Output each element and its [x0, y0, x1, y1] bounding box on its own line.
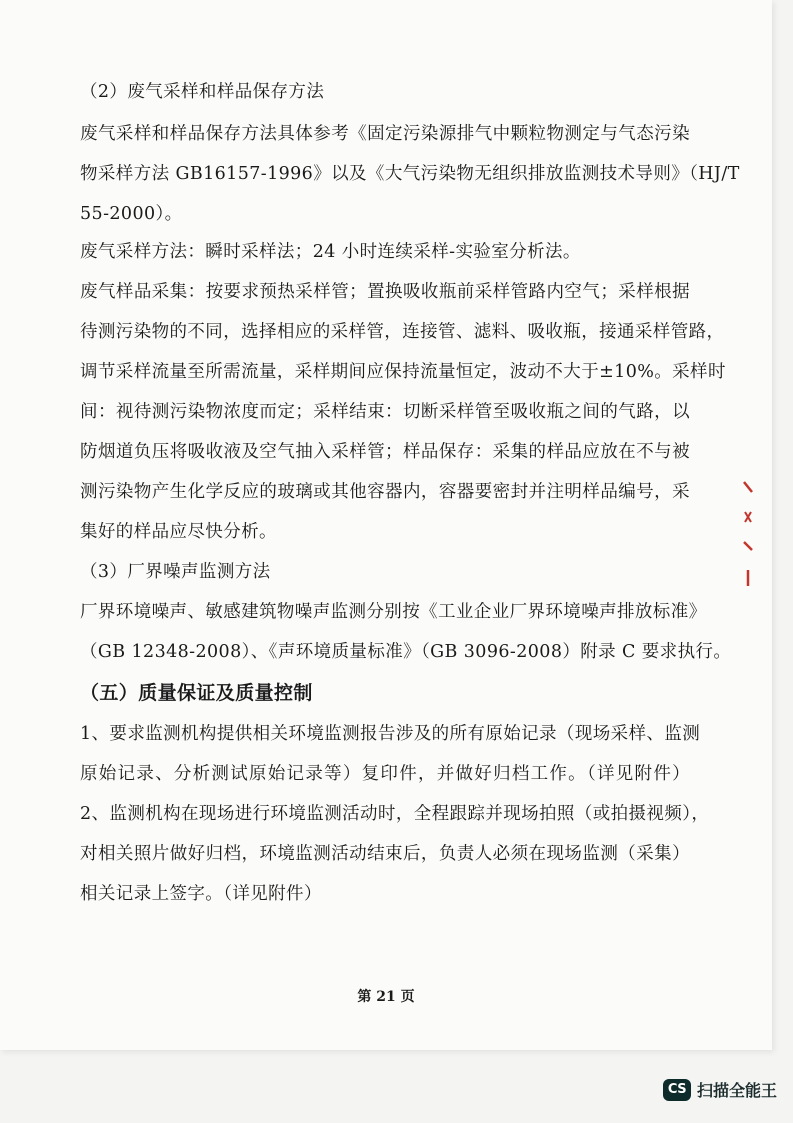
paragraph-line: 间：视待测污染物浓度而定；采样结束：切断采样管至吸收瓶之间的气路，以	[80, 402, 690, 422]
paragraph-line: 55-2000）。	[80, 204, 183, 224]
paragraph-line: 对相关照片做好归档，环境监测活动结束后，负责人必须在现场监测（采集）	[80, 844, 690, 864]
watermark-text: 扫描全能王	[696, 1081, 777, 1100]
scanner-watermark	[663, 1078, 777, 1101]
red-stamp-edge-mark	[742, 478, 754, 590]
paragraph-line: 1、要求监测机构提供相关环境监测报告涉及的所有原始记录（现场采样、监测	[80, 724, 701, 744]
camscanner-logo-icon: CS	[663, 1079, 691, 1101]
paragraph-line: 2、监测机构在现场进行环境监测活动时，全程跟踪并现场拍照（或拍摄视频），	[80, 804, 710, 824]
paragraph-line: 废气采样方法：瞬时采样法；24 小时连续采样-实验室分析法。	[80, 242, 581, 262]
paragraph-line: 原始记录、分析测试原始记录等）复印件，并做好归档工作。（详见附件）	[80, 764, 690, 784]
subsection-title-noise: （3）厂界噪声监测方法	[80, 562, 271, 582]
paragraph-line: 测污染物产生化学反应的玻璃或其他容器内，容器要密封并注明样品编号，采	[80, 482, 690, 502]
paragraph-line: 防烟道负压将吸收液及空气抽入采样管；样品保存：采集的样品应放在不与被	[80, 442, 690, 462]
paragraph-line: 相关记录上签字。（详见附件）	[80, 884, 322, 904]
paragraph-line: 废气采样和样品保存方法具体参考《固定污染源排气中颗粒物测定与气态污染	[80, 124, 690, 144]
page-number: 第 21 页	[357, 989, 415, 1005]
subsection-title-exhaust-sampling: （2）废气采样和样品保存方法	[80, 82, 325, 102]
paragraph-line: 厂界环境噪声、敏感建筑物噪声监测分别按《工业企业厂界环境噪声排放标准》	[80, 602, 707, 622]
paragraph-line: 物采样方法 GB16157-1996》以及《大气污染物无组织排放监测技术导则》（HJ/T	[80, 164, 740, 184]
paragraph-line: 废气样品采集：按要求预热采样管；置换吸收瓶前采样管路内空气；采样根据	[80, 282, 690, 302]
section-title-quality-assurance: （五）质量保证及质量控制	[80, 682, 313, 704]
paragraph-line: 集好的样品应尽快分析。	[80, 522, 277, 542]
paragraph-line: 待测污染物的不同，选择相应的采样管，连接管、滤料、吸收瓶，接通采样管路，	[80, 322, 725, 342]
paragraph-line: （GB 12348-2008）、《声环境质量标准》（GB 3096-2008）附录 C 要求执行。	[80, 642, 732, 662]
paragraph-line: 调节采样流量至所需流量，采样期间应保持流量恒定，波动不大于±10%。采样时	[80, 362, 726, 382]
